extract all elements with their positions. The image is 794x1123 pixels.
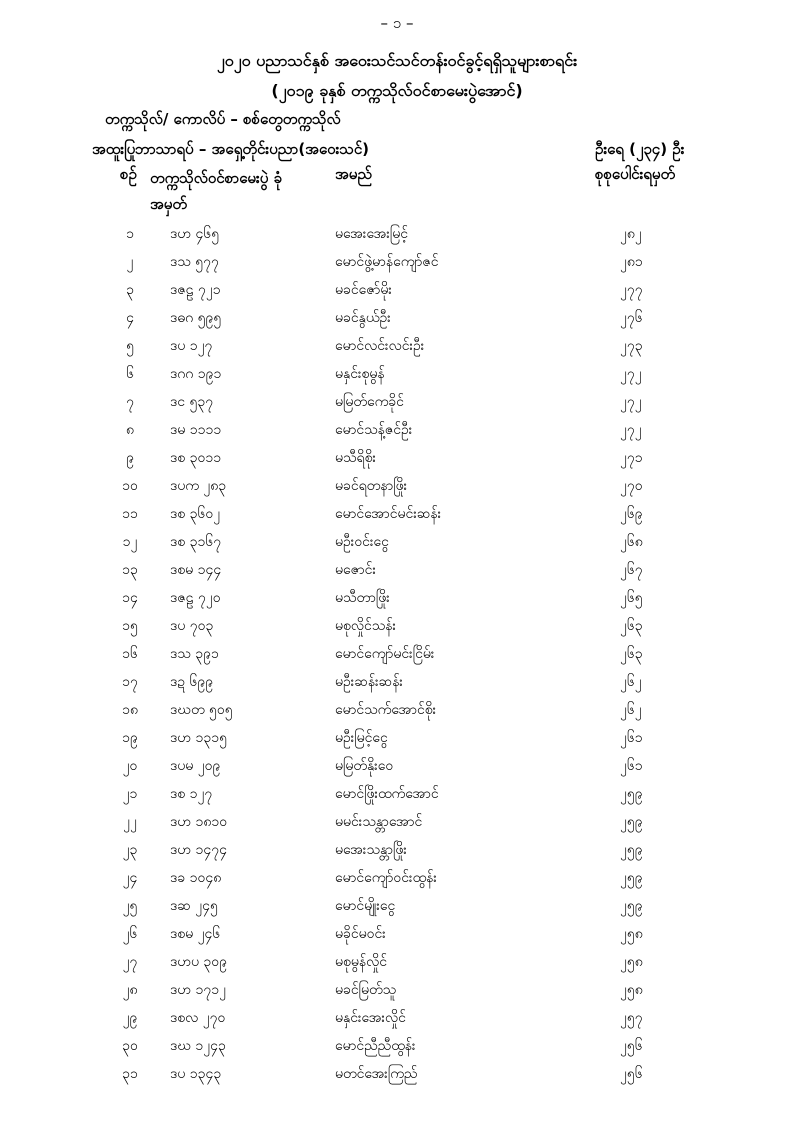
row-number: ၁၄: [122, 590, 138, 606]
roll-number: ဒဆ ၂၄၅: [170, 898, 218, 914]
roll-number: ဒဇဠ ၇၂၁: [170, 282, 221, 298]
roll-number: ဒဇဠ ၇၂၀: [170, 590, 221, 606]
row-number: ၂၇: [122, 954, 138, 970]
total-marks: ၂၆၇: [620, 562, 643, 578]
roll-number: ဒဃ ၁၂၄၃: [170, 1038, 226, 1054]
total-marks: ၂၇၇: [620, 282, 643, 298]
total-marks: ၂၇၆: [620, 310, 643, 326]
table-row: [0, 1036, 794, 1064]
roll-number: ဒပ ၇၀၃: [170, 618, 214, 634]
total-marks: ၂၅၆: [620, 1038, 643, 1054]
row-number: ၁၈: [122, 702, 138, 718]
document-subtitle: (၂၀၁၉ ခုနှစ် တက္ကသိုလ်ဝင်စာမေးပွဲအောင်): [271, 81, 523, 100]
table-row: [0, 840, 794, 868]
student-name: မောင်ညီညီထွန်း: [335, 1038, 416, 1054]
table-row: [0, 392, 794, 420]
row-number: ၁၃: [122, 562, 138, 578]
roll-number: ဒစမ ၁၄၄: [170, 562, 222, 578]
student-name: မသီရိစိုး: [335, 450, 377, 466]
total-marks: ၂၅၉: [620, 786, 643, 802]
university-label: တက္ကသိုလ်/ ကောလိပ် – စစ်တွေတက္ကသိုလ်: [105, 110, 341, 128]
student-name: မခိုင်မဝင်း: [335, 926, 386, 942]
table-row: [0, 952, 794, 980]
student-name: မနှင်းစုမွန်: [335, 366, 385, 382]
row-number: ၂၃: [122, 842, 138, 858]
roll-number: ဒဟ ၁၃၁၅: [170, 730, 227, 746]
student-name: မဦးမြင့်ငွေ: [335, 730, 388, 746]
total-marks: ၂၆၉: [620, 506, 643, 522]
total-marks: ၂၆၃: [620, 646, 643, 662]
row-number: ၂၆: [122, 926, 138, 942]
total-marks: ၂၇၂: [620, 366, 642, 382]
row-number: ၄: [126, 310, 134, 326]
row-number: ၁၇: [122, 674, 138, 690]
table-row: [0, 420, 794, 448]
total-marks: ၂၆၈: [620, 534, 643, 550]
roll-number: ဒခ ၁၀၄၈: [170, 870, 222, 886]
row-number: ၃၁: [122, 1066, 138, 1082]
student-name: မောင်ဖွဲ့မာန်ကျော်ဇင်: [335, 254, 439, 270]
roll-number: ဒသ ၃၉၁: [170, 646, 219, 662]
table-row: [0, 336, 794, 364]
student-name: မောင်ကျော်ဝင်းထွန်း: [335, 870, 437, 886]
student-name: မမြတ်နိုးဝေ: [335, 758, 394, 774]
row-number: ၂၀: [122, 758, 138, 774]
table-row: [0, 476, 794, 504]
table-row: [0, 504, 794, 532]
column-header-marks: စုစုပေါင်းရမှတ်: [595, 165, 676, 183]
row-number: ၁၂: [122, 534, 138, 550]
roll-number: ဒပမ ၂၀၉: [170, 758, 221, 774]
student-name: မအေးသန္တာဖြိုး: [335, 842, 407, 858]
total-marks: ၂၈၂: [620, 226, 642, 242]
student-name: မမြတ်ကေခိုင်: [335, 394, 404, 410]
student-name: မစုမွန်လှိုင်: [335, 954, 388, 970]
student-name: မောင်လင်းလင်းဦး: [335, 338, 425, 354]
roll-number: ဒစ ၃၆၀၂: [170, 506, 221, 522]
student-name: မတင်အေးကြည်: [335, 1066, 418, 1082]
student-name: မအေးအေးမြင့်: [335, 226, 409, 242]
column-header-name: အမည်: [335, 165, 372, 183]
student-name: မဦးဆန်းဆန်း: [335, 674, 403, 690]
row-number: ၂၈: [122, 982, 138, 998]
row-number: ၂၅: [122, 898, 138, 914]
table-row: [0, 252, 794, 280]
total-marks: ၂၅၉: [620, 814, 643, 830]
roll-number: ဒစ ၃၀၁၁: [170, 450, 222, 466]
table-row: [0, 308, 794, 336]
row-number: ၁၅: [122, 618, 138, 634]
table-row: [0, 616, 794, 644]
student-list: [0, 224, 794, 1092]
student-name: မဇောင်း: [335, 562, 377, 578]
column-header-no: စဉ်: [120, 165, 137, 183]
roll-number: ဒဂဂ ၁၉၁: [170, 366, 222, 382]
page-number: – ၁ –: [380, 14, 414, 32]
roll-number: ဒဓဂ ၅၉၅: [170, 310, 222, 326]
roll-number: ဒဟ ၄၆၅: [170, 226, 220, 242]
total-marks: ၂၅၉: [620, 842, 643, 858]
total-marks: ၂၆၁: [620, 730, 643, 746]
student-name: မောင်ဖြိုးထက်အောင်: [335, 786, 439, 802]
total-marks: ၂၆၁: [620, 758, 643, 774]
student-name: မောင်သက်အောင်စိုး: [335, 702, 437, 718]
row-number: ၁၁: [122, 506, 138, 522]
roll-number: ဒဟပ ၃၀၉: [170, 954, 228, 970]
table-row: [0, 784, 794, 812]
table-row: [0, 728, 794, 756]
student-name: မောင်အောင်မင်းဆန်း: [335, 506, 442, 522]
student-name: မခင်မြတ်သူ: [335, 982, 397, 998]
roll-number: ဒစ ၃၁၆၇: [170, 534, 222, 550]
total-marks: ၂၅၈: [620, 926, 643, 942]
seat-count: ဦးရေ (၂၃၄) ဦး: [595, 140, 685, 158]
row-number: ၈: [126, 422, 134, 438]
total-marks: ၂၅၉: [620, 898, 643, 914]
row-number: ၂၄: [122, 870, 138, 886]
row-number: ၁၀: [122, 478, 138, 494]
roll-number: ဒဟ ၁၄၇၄: [170, 842, 227, 858]
roll-number: ဒင ၅၃၇: [170, 394, 214, 410]
table-row: [0, 756, 794, 784]
student-name: မောင်သန့်ဇင်ဦး: [335, 422, 413, 438]
student-name: မနှင်းအေးလှိုင်: [335, 1010, 406, 1026]
roll-number: ဒစ ၁၂၇: [170, 786, 213, 802]
total-marks: ၂၆၂: [620, 702, 642, 718]
student-name: မခင်နွယ်ဦး: [335, 310, 391, 326]
row-number: ၅: [126, 338, 134, 354]
table-row: [0, 532, 794, 560]
row-number: ၇: [126, 394, 134, 410]
total-marks: ၂၅၆: [620, 1066, 643, 1082]
student-name: မစုလှိုင်သန်း: [335, 618, 397, 634]
roll-number: ဒဍ ၆၉၉: [170, 674, 214, 690]
student-name: မသီတာဖြိုး: [335, 590, 390, 606]
table-row: [0, 980, 794, 1008]
roll-number: ဒဟ ၁၇၁၂: [170, 982, 226, 998]
student-name: မခင်ရတနာဖြိုး: [335, 478, 408, 494]
table-row: [0, 1064, 794, 1092]
table-row: [0, 644, 794, 672]
student-name: မောင်ကျော်မင်းငြိမ်း: [335, 646, 435, 662]
table-row: [0, 364, 794, 392]
document-title: ၂၀၂၀ ပညာသင်နှစ် အဝေးသင်သင်တန်းဝင်ခွင့်ရရှိသူများစာရင်း: [216, 51, 578, 70]
row-number: ၃၀: [122, 1038, 138, 1054]
table-row: [0, 588, 794, 616]
student-name: မဦးဝင်းငွေ: [335, 534, 389, 550]
total-marks: ၂၅၇: [620, 1010, 643, 1026]
table-row: [0, 560, 794, 588]
total-marks: ၂၇၁: [620, 450, 643, 466]
total-marks: ၂၆၂: [620, 674, 642, 690]
roll-number: ဒဃတ ၅၀၅: [170, 702, 233, 718]
table-row: [0, 1008, 794, 1036]
student-name: မောင်မျိုးငွေ: [335, 898, 396, 914]
roll-number: ဒစမ ၂၄၆: [170, 926, 221, 942]
table-row: [0, 924, 794, 952]
table-row: [0, 280, 794, 308]
total-marks: ၂၅၈: [620, 954, 643, 970]
row-number: ၂: [126, 254, 134, 270]
row-number: ၃: [126, 282, 134, 298]
column-header-roll: တက္ကသိုလ်ဝင်စာမေးပွဲ ခုံအမှတ်: [150, 169, 282, 213]
total-marks: ၂၇၂: [620, 394, 642, 410]
table-row: [0, 896, 794, 924]
row-number: ၁၉: [122, 730, 138, 746]
table-row: [0, 812, 794, 840]
row-number: ၂၁: [122, 786, 138, 802]
student-name: မမင်းသန္တာအောင်: [335, 814, 423, 830]
row-number: ၉: [126, 450, 134, 466]
row-number: ၆: [126, 366, 134, 382]
table-row: [0, 700, 794, 728]
table-row: [0, 224, 794, 252]
roll-number: ဒပ ၁၃၄၃: [170, 1066, 222, 1082]
total-marks: ၂၇၃: [620, 338, 643, 354]
table-row: [0, 448, 794, 476]
total-marks: ၂၅၈: [620, 982, 643, 998]
row-number: ၂၂: [123, 814, 137, 830]
total-marks: ၂၇၀: [620, 478, 643, 494]
roll-number: ဒသ ၅၇၇: [170, 254, 219, 270]
major-label: အထူးပြုဘာသာရပ် – အရှေ့တိုင်းပညာ(အဝေးသင်): [92, 140, 370, 158]
total-marks: ၂၆၃: [620, 618, 643, 634]
roll-number: ဒမ ၁၁၁၁: [170, 422, 222, 438]
roll-number: ဒစလ ၂၇၀: [170, 1010, 226, 1026]
total-marks: ၂၅၉: [620, 870, 643, 886]
total-marks: ၂၆၅: [620, 590, 643, 606]
total-marks: ၂၇၂: [620, 422, 642, 438]
row-number: ၁: [126, 226, 134, 242]
student-name: မခင်ဇော်မိုး: [335, 282, 392, 298]
table-row: [0, 672, 794, 700]
row-number: ၁၆: [122, 646, 138, 662]
row-number: ၂၉: [122, 1010, 138, 1026]
table-row: [0, 868, 794, 896]
roll-number: ဒပက ၂၈၃: [170, 478, 227, 494]
total-marks: ၂၈၁: [620, 254, 643, 270]
roll-number: ဒဟ ၁၈၁၀: [170, 814, 228, 830]
roll-number: ဒပ ၁၂၇: [170, 338, 213, 354]
